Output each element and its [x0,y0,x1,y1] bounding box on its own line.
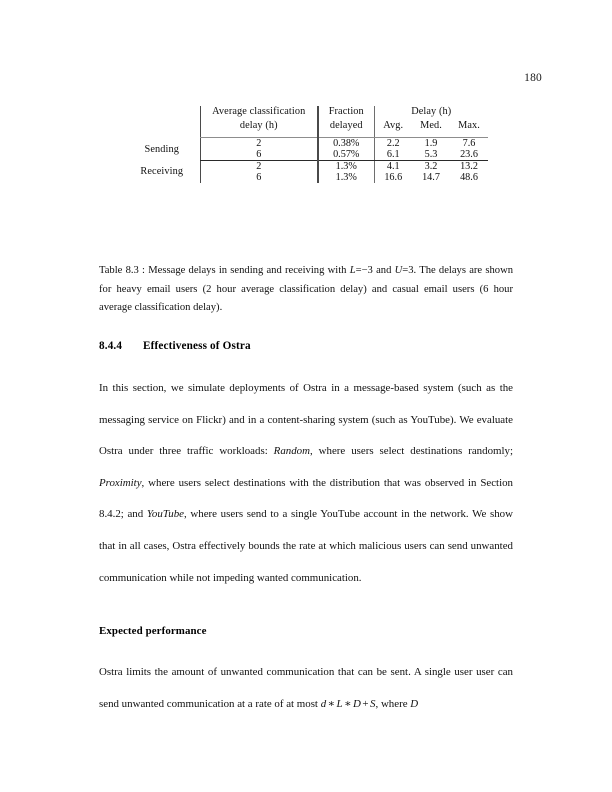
table-header-row-1 [124,106,488,117]
cell-med: 1.9 [424,138,438,149]
message-delays-table [124,106,488,183]
para1-before: In this section, we simulate deployments of Ostra in a message-based system (such as the messaging service on Flickr) and in a content-sharing system (such as YouTube). We evaluate Ostra under three traffic workloads: [99,382,513,458]
header-delay-group: Delay (h) [374,106,488,117]
emphasis-youtube: YouTube [146,508,185,521]
header-average-classification-delay-line2: delay (h) [200,117,318,138]
caption-eq-L: =−3 [355,265,373,276]
emphasis-random: Random [273,445,310,458]
formula-op-1: ∗ [327,697,336,710]
cell-med: 3.2 [424,161,438,172]
caption-var-L: L [349,265,356,276]
paragraph-effectiveness [99,373,513,594]
cell-fraction: 1.3% [318,172,374,183]
cell-fraction: 1.3% [318,161,374,173]
header-max: Max. [450,117,488,138]
header-avg: Avg. [374,117,412,138]
header-fraction-line2: delayed [318,117,374,138]
emphasis-proximity: Proximity [99,476,142,489]
formula-D-2: D [410,697,419,710]
formula-D: D [353,697,361,710]
cell-fraction: 0.38% [318,138,374,150]
cell-max: 13.2 [460,161,478,172]
formula-op-3: + [362,697,369,710]
paragraph-expected-performance [99,657,513,720]
section-heading [99,340,513,352]
subheading-expected-performance: Expected performance [99,625,207,637]
caption-text-part1: Message delays in sending and receiving with [148,265,347,276]
table-caption [99,262,513,318]
para1-after: , where users send to a single YouTube account in the network. We show that in all cases, Ostra effectively bounds the rate at which malicious users can send unwanted communication while not impeding wanted communication. [99,508,513,584]
cell-avg-delay: 6 [200,172,318,183]
para1-mid1: , where users select destinations randomly; [309,445,513,458]
row-group-label-receiving: Receiving [140,166,184,178]
caption-var-U: U [394,265,403,276]
formula-d: d [320,697,327,710]
section-number: 8.4.4 [99,340,123,352]
cell-med: 5.3 [412,149,450,161]
cell-fraction: 0.57% [318,149,374,161]
cell-max: 7.6 [462,138,476,149]
cell-avg: 4.1 [374,161,412,173]
table-row [124,138,488,150]
header-fraction-line1: Fraction [318,106,374,117]
para2-text-after: , where [375,697,411,710]
formula-S: S [370,697,376,710]
caption-eq-U: =3. [402,265,417,276]
header-corner-blank [124,106,200,117]
caption-and: and [376,265,392,276]
cell-max: 48.6 [460,172,478,183]
header-med: Med. [412,117,450,138]
para1-mid2: , where users select destinations with the distribution that was observed in Section 8.4.2; and [99,476,513,521]
header-average-classification-delay-line1: Average classification [200,106,318,117]
cell-med: 14.7 [422,172,440,183]
header-corner-blank-2 [124,117,200,138]
cell-avg: 16.6 [374,172,412,183]
cell-avg-delay: 6 [200,149,318,161]
cell-avg: 6.1 [374,149,412,161]
row-group-label-sending: Sending [144,143,179,155]
cell-avg-delay: 2 [200,138,318,150]
caption-label: Table 8.3 : [99,265,146,276]
cell-avg: 2.2 [374,138,412,150]
cell-avg-delay: 2 [200,161,318,173]
cell-max: 23.6 [450,149,488,161]
section-title: Effectiveness of Ostra [143,340,251,352]
formula-op-2: ∗ [344,697,352,710]
caption-text-part2: The delays are shown for heavy email users (2 hour average classification delay) and casual email users (6 hour average classification delay). [99,265,514,313]
para2-text-before: Ostra limits the amount of unwanted communication that can be sent. A single user user can send unwanted communication at a rate of at most [99,666,513,710]
table-header-row-2 [124,117,488,138]
page-number: 180 [524,72,542,84]
table-8-3-container [0,106,612,183]
table-row [124,161,488,173]
formula-L: L [336,697,343,710]
